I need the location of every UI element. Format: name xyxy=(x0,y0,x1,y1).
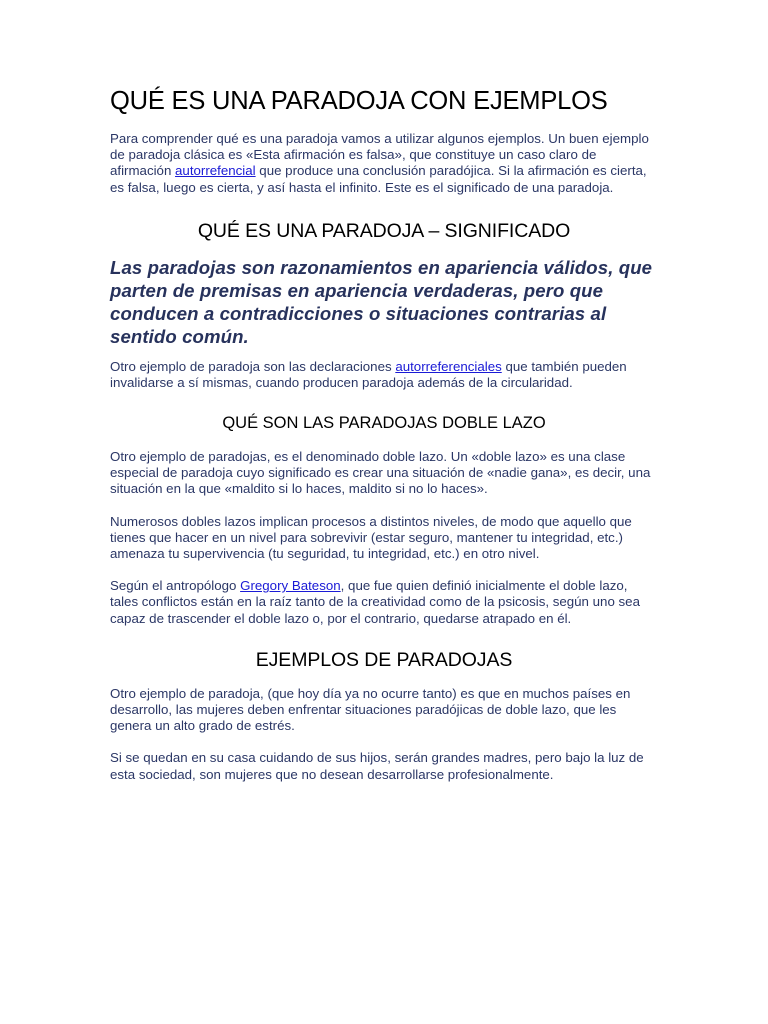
section-heading-doble-lazo: QUÉ SON LAS PARADOJAS DOBLE LAZO xyxy=(222,414,546,433)
definition-lead: Las paradojas son razonamientos en apariencia válidos, que parten de premisas en apariencia verdaderas, pero que conducen a contradicciones o situaciones contrarias al sentido común. xyxy=(110,256,653,348)
bateson-text-before: Según el antropólogo xyxy=(110,578,241,594)
intro-text-after: que produce una conclusión paradójica. Si la afirmación es cierta, es falsa, luego es cierta, y así hasta el infinito. Este es el significado de una paradoja. xyxy=(110,163,647,195)
page-title: QUÉ ES UNA PARADOJA CON EJEMPLOS xyxy=(110,87,608,115)
autorrefencial-link[interactable]: autorrefencial xyxy=(175,163,256,179)
intro-text-before: Para comprender qué es una paradoja vamos a utilizar algunos ejemplos. Un buen ejemplo de paradoja clásica es «Esta afirmación es falsa», que constituye un caso claro de afirmación xyxy=(110,131,649,179)
section-heading-significado: QUÉ ES UNA PARADOJA – SIGNIFICADO xyxy=(197,219,571,242)
doble-lazo-paragraph-3 xyxy=(110,578,658,627)
doble-lazo-paragraph-2: Numerosos dobles lazos implican procesos a distintos niveles, de modo que aquello que tienes que hacer en un nivel para sobrevivir (estar seguro, mantener tu integridad, etc.) amenaza tu supervivencia (tu seguridad, tu integridad, etc.) en otro nivel. xyxy=(110,513,632,562)
ejemplos-paragraph-1: Otro ejemplo de paradoja, (que hoy día ya no ocurre tanto) es que en muchos países en desarrollo, las mujeres deben enfrentar situaciones paradójicas de doble lazo, que les genera un alto grado de estrés. xyxy=(110,685,631,734)
autorreferenciales-link[interactable]: autorreferenciales xyxy=(395,358,502,374)
doble-lazo-paragraph-1: Otro ejemplo de paradojas, es el denominado doble lazo. Un «doble lazo» es una clase especial de paradoja cuyo significado es crear una situación de «nadie gana», es decir, una situación en la que «maldito si lo haces, maldito si no lo haces». xyxy=(110,449,651,497)
significado-text-after: que también pueden invalidarse a sí mismas, cuando producen paradoja además de la circularidad. xyxy=(110,358,627,390)
section-heading-ejemplos: EJEMPLOS DE PARADOJAS xyxy=(255,648,513,671)
significado-paragraph xyxy=(110,359,658,391)
gregory-bateson-link[interactable]: Gregory Bateson xyxy=(240,578,341,594)
document-page xyxy=(110,84,658,783)
bateson-text-after: , que fue quien definió inicialmente el doble lazo, tales conflictos están en la raíz tanto de la creatividad como de la psicosis, según uno sea capaz de trascender el doble lazo o, por el contrario, quedarse atrapado en él. xyxy=(110,578,640,626)
ejemplos-paragraph-2: Si se quedan en su casa cuidando de sus hijos, serán grandes madres, pero bajo la luz de esta sociedad, son mujeres que no desean desarrollarse profesionalmente. xyxy=(110,750,644,782)
significado-text-before: Otro ejemplo de paradoja son las declaraciones xyxy=(110,358,396,374)
intro-paragraph xyxy=(110,131,658,196)
